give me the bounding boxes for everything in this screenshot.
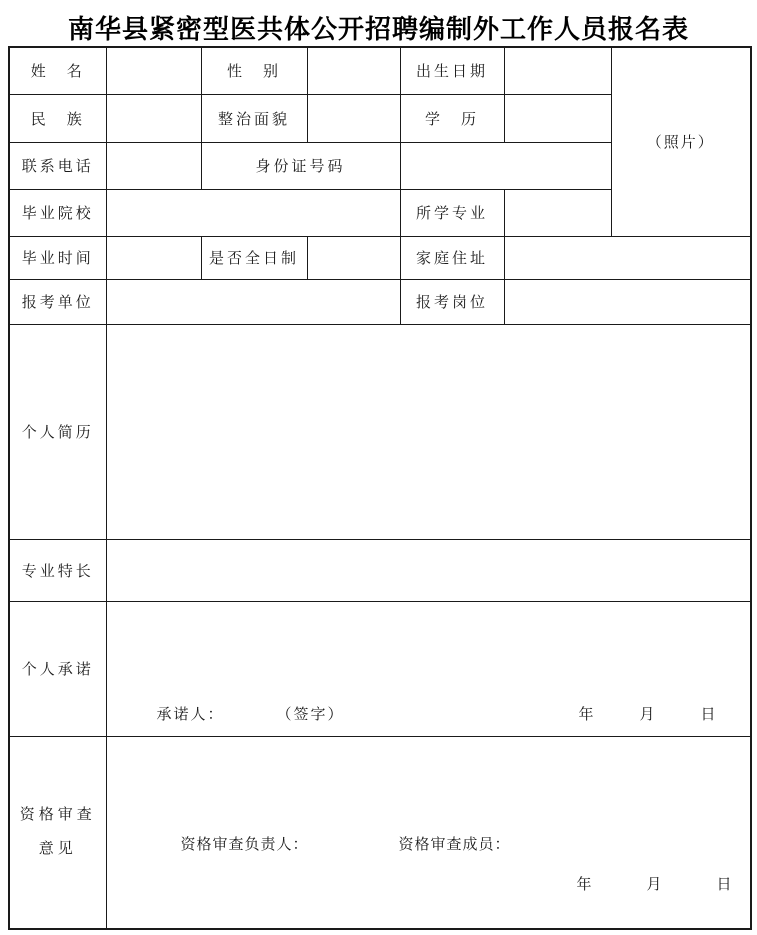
page-title: 南华县紧密型医共体公开招聘编制外工作人员报名表 bbox=[67, 15, 689, 44]
qualification-review-content-cell bbox=[106, 736, 751, 929]
home-address-label: 家庭住址 bbox=[400, 236, 504, 279]
qualification-review-label bbox=[9, 736, 106, 929]
commitment-signature-hint: （签字） bbox=[276, 706, 345, 723]
review-date-line bbox=[577, 873, 732, 894]
name-label: 姓 名 bbox=[9, 47, 106, 94]
major-value-cell bbox=[504, 189, 611, 236]
review-member-label: 资格审查成员： bbox=[398, 836, 511, 853]
political-status-label: 整治面貌 bbox=[201, 94, 307, 142]
review-date-day: 日 bbox=[716, 876, 732, 893]
commitment-date-year: 年 bbox=[578, 706, 594, 723]
row-gradtime-fulltime-address bbox=[9, 236, 751, 279]
political-status-value-cell bbox=[307, 94, 400, 142]
commitment-signer-label: 承诺人： bbox=[156, 706, 225, 723]
major-label: 所学专业 bbox=[400, 189, 504, 236]
personal-commitment-label: 个人承诺 bbox=[9, 601, 106, 736]
birth-date-label: 出生日期 bbox=[400, 47, 504, 94]
commitment-date-line bbox=[579, 703, 716, 724]
commitment-date-day: 日 bbox=[700, 706, 716, 723]
gender-label: 性 别 bbox=[201, 47, 307, 94]
qualification-review-label-line1: 资格审查 bbox=[19, 807, 96, 824]
graduation-time-label: 毕业时间 bbox=[9, 236, 106, 279]
apply-unit-value-cell bbox=[106, 279, 400, 324]
id-number-label: 身份证号码 bbox=[201, 142, 400, 189]
row-professional-specialty bbox=[9, 539, 751, 601]
apply-position-label: 报考岗位 bbox=[400, 279, 504, 324]
commitment-date-month: 月 bbox=[639, 706, 655, 723]
personal-resume-content-cell bbox=[106, 324, 751, 539]
row-personal-commitment bbox=[9, 601, 751, 736]
education-label: 学 历 bbox=[400, 94, 504, 142]
application-form-table bbox=[8, 46, 752, 930]
ethnic-value-cell bbox=[106, 94, 201, 142]
row-personal-resume bbox=[9, 324, 751, 539]
graduate-school-value-cell bbox=[106, 189, 400, 236]
row-qualification-review bbox=[9, 736, 751, 929]
review-date-month: 月 bbox=[646, 876, 662, 893]
home-address-value-cell bbox=[504, 236, 751, 279]
apply-position-value-cell bbox=[504, 279, 751, 324]
contact-phone-label: 联系电话 bbox=[9, 142, 106, 189]
review-date-year: 年 bbox=[576, 876, 592, 893]
personal-commitment-content-cell bbox=[106, 601, 751, 736]
row-apply-unit-position bbox=[9, 279, 751, 324]
is-full-time-value-cell bbox=[307, 236, 400, 279]
qualification-review-label-line2: 意见 bbox=[38, 841, 77, 858]
id-number-value-cell bbox=[400, 142, 611, 189]
personal-resume-label: 个人简历 bbox=[9, 324, 106, 539]
graduate-school-label: 毕业院校 bbox=[9, 189, 106, 236]
professional-specialty-label: 专业特长 bbox=[9, 539, 106, 601]
birth-date-value-cell bbox=[504, 47, 611, 94]
name-value-cell bbox=[106, 47, 201, 94]
apply-unit-label: 报考单位 bbox=[9, 279, 106, 324]
professional-specialty-content-cell bbox=[106, 539, 751, 601]
gender-value-cell bbox=[307, 47, 400, 94]
photo-placeholder: （照片） bbox=[611, 47, 751, 236]
review-leader-label: 资格审查负责人： bbox=[180, 836, 309, 853]
education-value-cell bbox=[504, 94, 611, 142]
graduation-time-value-cell bbox=[106, 236, 201, 279]
contact-phone-value-cell bbox=[106, 142, 201, 189]
row-name-gender-birth bbox=[9, 47, 751, 94]
is-full-time-label: 是否全日制 bbox=[201, 236, 307, 279]
ethnic-label: 民 族 bbox=[9, 94, 106, 142]
